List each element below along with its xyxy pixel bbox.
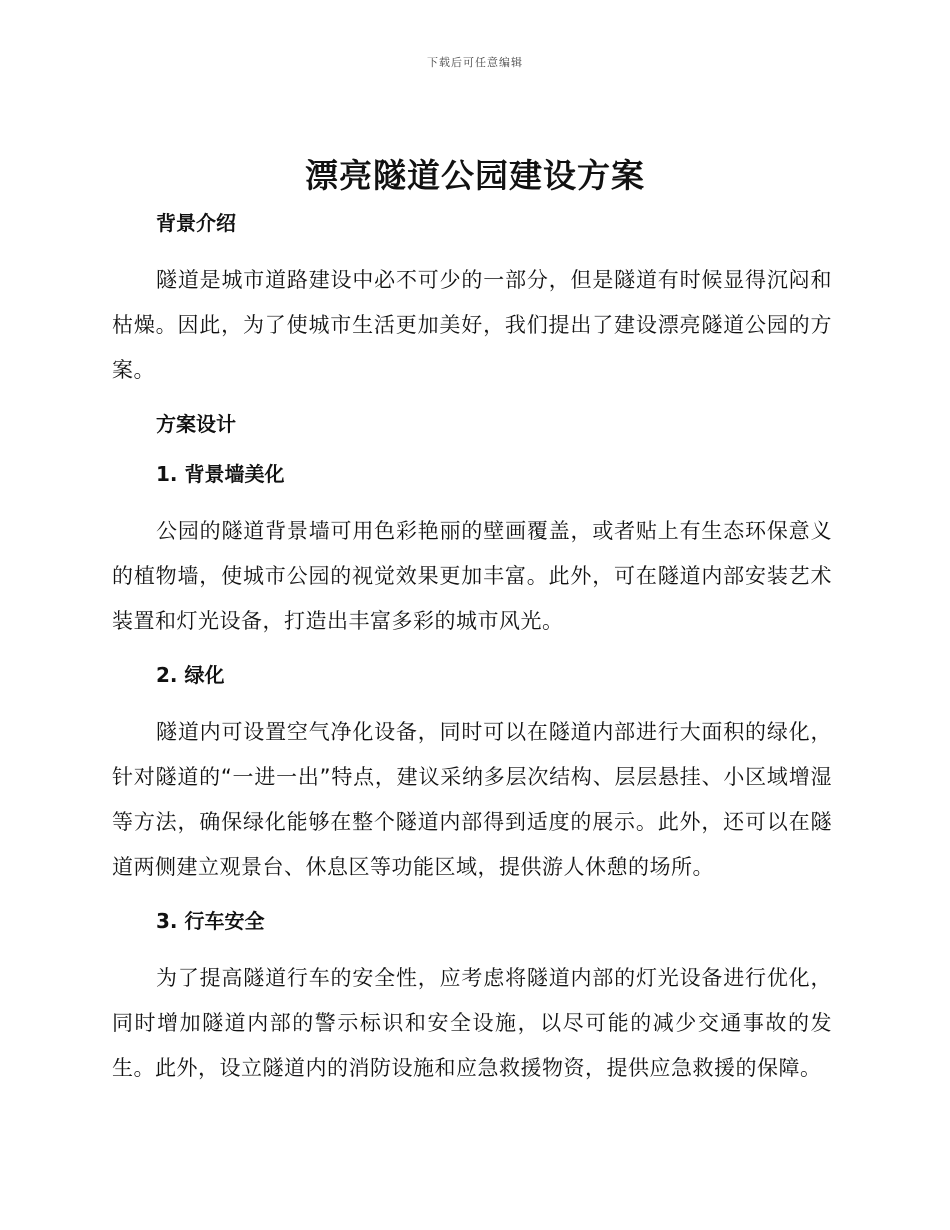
section-heading-background: 背景介绍 xyxy=(156,211,236,235)
section-paragraph-safety: 为了提高隧道行车的安全性，应考虑将隧道内部的灯光设备进行优化，同时增加隧道内部的警示标识和安全设施，以尽可能的减少交通事故的发生。此外，设立隧道内的消防设施和应急救援物资，提供应急救援的保障。 xyxy=(112,966,832,1080)
section-heading-safety: 3. 行车安全 xyxy=(156,909,265,933)
section-paragraph-wall: 公园的隧道背景墙可用色彩艳丽的壁画覆盖，或者贴上有生态环保意义的植物墙，使城市公园的视觉效果更加丰富。此外，可在隧道内部安装艺术装置和灯光设备，打造出丰富多彩的城市风光。 xyxy=(112,519,832,633)
section-heading-design: 方案设计 xyxy=(156,412,236,436)
section-paragraph-background: 隧道是城市道路建设中必不可少的一部分，但是隧道有时候显得沉闷和枯燥。因此，为了使城市生活更加美好，我们提出了建设漂亮隧道公园的方案。 xyxy=(112,268,832,382)
document-title: 漂亮隧道公园建设方案 xyxy=(305,156,645,195)
page-header-note: 下载后可任意编辑 xyxy=(427,56,523,69)
section-paragraph-greening: 隧道内可设置空气净化设备，同时可以在隧道内部进行大面积的绿化，针对隧道的“一进一出”特点，建议采纳多层次结构、层层悬挂、小区域增湿等方法，确保绿化能够在整个隧道内部得到适度的展示。此外，还可以在隧道两侧建立观景台、休息区等功能区域，提供游人休憩的场所。 xyxy=(112,720,832,879)
section-heading-greening: 2. 绿化 xyxy=(156,663,225,687)
document-body xyxy=(112,204,832,1091)
section-heading-wall: 1. 背景墙美化 xyxy=(156,462,285,486)
